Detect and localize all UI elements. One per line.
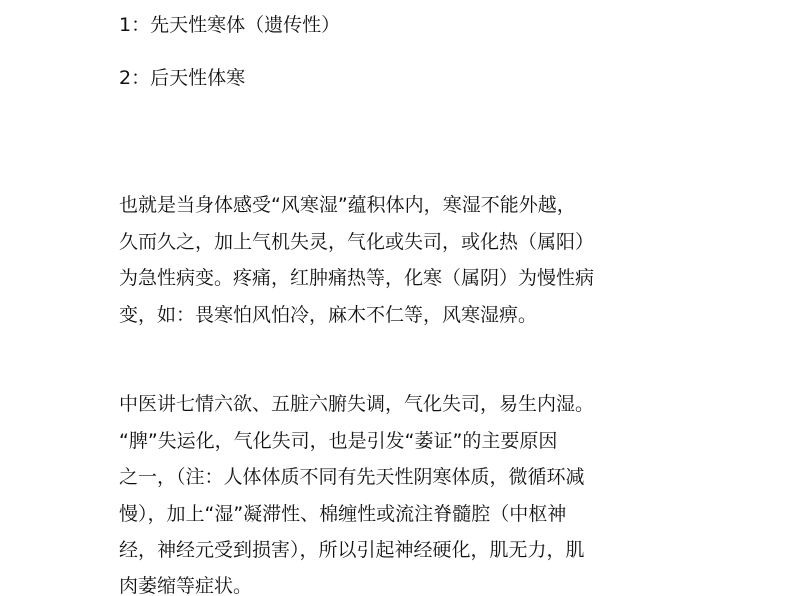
list-item-congenital-cold: 1：先天性寒体（遗传性）	[119, 14, 341, 36]
paragraph-line: 中医讲七情六欲、五脏六腑失调，气化失司，易生内湿。	[119, 393, 595, 415]
paragraph-line: 之一，（注：人体体质不同有先天性阴寒体质，微循环减	[119, 466, 585, 488]
paragraph-line: “脾”失运化，气化失司，也是引发“萎证”的主要原因	[119, 430, 558, 452]
paragraph-line: 变，如：畏寒怕风怕冷，麻木不仁等，风寒湿痹。	[119, 304, 538, 326]
paragraph-line: 慢），加上“湿”凝滞性、棉缠性或流注脊髓腔（中枢神	[119, 503, 567, 525]
paragraph-line: 为急性病变。疼痛，红肿痛热等，化寒（属阴）为慢性病	[119, 267, 595, 289]
paragraph-line: 也就是当身体感受“风寒湿”蕴积体内，寒湿不能外越，	[119, 194, 576, 216]
paragraph-line: 经，神经元受到损害），所以引起神经硬化，肌无力，肌	[119, 539, 585, 561]
paragraph-line: 肉萎缩等症状。	[119, 575, 253, 596]
list-item-acquired-cold: 2：后天性体寒	[119, 67, 246, 89]
paragraph-line: 久而久之，加上气机失灵，气化或失司，或化热（属阳）	[119, 231, 595, 253]
